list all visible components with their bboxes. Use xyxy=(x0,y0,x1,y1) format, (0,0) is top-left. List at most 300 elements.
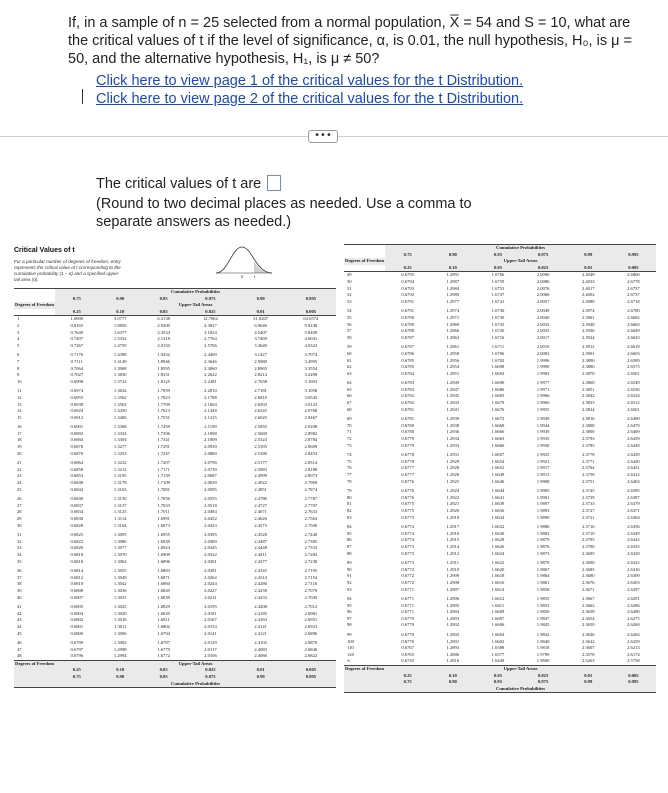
left-t-value: 0.6853 xyxy=(70,473,84,479)
right-t-value: 1.2941 xyxy=(446,406,460,412)
table-row xyxy=(14,395,336,402)
table-row xyxy=(14,617,336,624)
left-t-value: 2.4258 xyxy=(254,587,267,593)
right-t-value: 2.3727 xyxy=(581,507,595,513)
left-t-value: 1.3055 xyxy=(113,568,127,574)
answer-line xyxy=(96,175,516,193)
right-foot-tail-level: 0.01 xyxy=(566,673,611,680)
left-t-value: 1.6811 xyxy=(157,617,170,623)
left-t-value: 1.9432 xyxy=(157,352,170,358)
left-t-value: 1.2998 xyxy=(113,646,127,652)
left-t-value: 6.9646 xyxy=(254,322,267,328)
left-t-value: 2.9208 xyxy=(304,424,318,430)
right-t-value: 2.3751 xyxy=(581,478,595,484)
right-t-value: 0.6791 xyxy=(401,298,415,304)
right-t-value: 0.6784 xyxy=(401,370,415,376)
right-t-value: 2.3607 xyxy=(581,645,595,651)
left-t-value: 3.7074 xyxy=(304,352,318,358)
table-row xyxy=(344,400,656,407)
right-t-value: 0.6783 xyxy=(401,380,415,386)
right-t-value: 1.2954 xyxy=(446,364,460,370)
right-t-value: 1.6666 xyxy=(491,429,505,435)
left-t-value: 2.7045 xyxy=(304,594,318,600)
left-t-value: 0.6822 xyxy=(70,538,84,544)
right-cum-level: 0.90 xyxy=(430,252,475,259)
left-t-value: 1.3062 xyxy=(113,558,127,564)
right-t-value: 0.6770 xyxy=(401,622,415,628)
left-t-value: 0.6864 xyxy=(70,460,84,466)
right-t-value: 2.6459 xyxy=(627,436,640,442)
right-t-value: 1.6634 xyxy=(491,514,505,520)
left-t-value: 1.3232 xyxy=(113,460,127,466)
left-t-value: 1.3049 xyxy=(113,574,127,580)
left-t-value: 1.3368 xyxy=(113,424,127,430)
right-t-value: 1.2893 xyxy=(446,645,460,651)
right-t-value: 0.6791 xyxy=(401,308,415,314)
expand-more-button[interactable]: ••• xyxy=(308,130,338,143)
right-t-value: 2.6549 xyxy=(627,380,640,386)
table-row xyxy=(344,387,656,394)
right-t-value: 0.6787 xyxy=(401,334,415,340)
right-t-value: 2.6682 xyxy=(627,314,640,320)
right-t-value: 2.3988 xyxy=(581,298,595,304)
left-t-value: 9.9248 xyxy=(304,322,318,328)
table-row xyxy=(344,286,656,293)
right-t-value: 2.0032 xyxy=(536,321,550,327)
table-row xyxy=(14,496,336,503)
left-foot-cum-level: 0.975 xyxy=(185,674,235,681)
table-row xyxy=(344,560,656,567)
left-t-value: 1.6991 xyxy=(157,516,170,521)
right-cum-level: 0.995 xyxy=(611,252,656,259)
left-t-value: 1.4149 xyxy=(113,358,127,364)
right-t-value: 1.9913 xyxy=(536,472,550,477)
right-t-value: 0.6771 xyxy=(401,586,415,592)
right-t-value: 2.6778 xyxy=(627,278,640,284)
right-t-value: 2.3654 xyxy=(581,615,595,621)
right-cum-level: 0.95 xyxy=(475,252,520,259)
table-row xyxy=(344,299,656,306)
right-dof-value: 61 xyxy=(347,357,352,363)
right-t-value: 1.2928 xyxy=(446,465,460,471)
left-t-value: 1.6924 xyxy=(157,545,170,551)
table-row xyxy=(14,415,336,422)
right-t-value: 2.3739 xyxy=(581,494,595,500)
right-t-value: 0.6773 xyxy=(401,543,415,549)
left-t-value: 2.7874 xyxy=(304,486,318,492)
left-t-value: 1.3025 xyxy=(113,604,127,610)
left-t-value: 1.8856 xyxy=(113,322,127,328)
table-row xyxy=(14,588,336,595)
table-row xyxy=(14,379,336,386)
left-dof-value: 18 xyxy=(17,437,22,443)
left-t-value: 2.0211 xyxy=(204,594,217,600)
right-t-value: 0.6781 xyxy=(401,406,415,412)
right-dof-value: 120 xyxy=(347,651,354,657)
left-t-value: 1.3137 xyxy=(113,502,127,508)
right-t-value: 1.9897 xyxy=(536,501,550,507)
left-t-value: 0.6844 xyxy=(70,486,84,492)
right-t-value: 2.3842 xyxy=(581,393,595,399)
right-upper-tail-label: Upper-Tail Areas xyxy=(385,258,656,265)
left-t-value: 0.6848 xyxy=(70,480,84,486)
left-t-value: 2.9768 xyxy=(304,408,318,414)
right-t-value: 0.6774 xyxy=(401,524,415,530)
left-dof-value: 44 xyxy=(17,623,22,629)
table-row xyxy=(14,532,336,539)
question-text: If, in a sample of n = 25 selected from a normal population, X̅ = 54 and S = 10, what are the critical values of t if the level of significance, α, is 0.01, the null hypothesis, H₀, is μ = 50, and the alternative hypothesis, H₁, is μ ≠ 50? xyxy=(68,15,632,67)
left-t-value: 2.1009 xyxy=(204,437,217,443)
right-foot-blank xyxy=(344,673,385,680)
left-t-value: 2.4208 xyxy=(254,604,267,610)
right-t-value: 1.6630 xyxy=(491,530,505,536)
left-t-value: 1.3070 xyxy=(113,551,127,557)
right-t-value: 2.3764 xyxy=(581,465,595,471)
table-row xyxy=(344,272,656,279)
right-t-value: 1.6747 xyxy=(491,292,505,298)
left-t-value: 0.7064 xyxy=(70,365,84,371)
right-t-value: 1.2917 xyxy=(446,524,460,530)
left-t-value: 2.4727 xyxy=(254,502,267,508)
left-t-value: 2.1318 xyxy=(157,336,170,342)
left-t-value: 3.4995 xyxy=(304,358,318,364)
right-t-value: 1.2943 xyxy=(446,400,460,406)
left-hdr-blank3 xyxy=(14,309,55,316)
right-t-value: 1.2947 xyxy=(446,386,460,392)
left-t-value: 2.2281 xyxy=(204,378,217,384)
left-t-value: 2.4469 xyxy=(204,352,217,358)
right-t-value: 1.2901 xyxy=(446,638,460,644)
left-t-value: 1.6772 xyxy=(157,653,170,659)
right-t-value: 1.2924 xyxy=(446,488,460,494)
right-t-value: 2.6665 xyxy=(627,321,640,327)
left-t-value: 2.0860 xyxy=(204,450,217,456)
left-t-value: 1.7341 xyxy=(157,437,170,443)
right-t-value: 2.3733 xyxy=(581,501,595,507)
right-t-value: 2.3646 xyxy=(581,632,595,638)
left-t-value: 2.0150 xyxy=(157,342,170,348)
left-tail-level: 0.025 xyxy=(185,309,235,316)
left-t-value: 1.3722 xyxy=(113,378,127,384)
right-cum-level: 0.975 xyxy=(521,252,566,259)
right-dof-value: 85 xyxy=(347,530,352,536)
left-t-value: 1.3031 xyxy=(113,594,127,600)
right-dof-value: 84 xyxy=(347,524,352,530)
table-row xyxy=(14,316,336,323)
right-t-value: 1.6736 xyxy=(491,308,505,314)
right-t-value: 1.6624 xyxy=(491,550,505,556)
left-t-value: 2.0181 xyxy=(204,610,217,616)
t-curve-line xyxy=(216,247,272,273)
right-dof-value: 62 xyxy=(347,364,352,370)
left-t-value: 3.0777 xyxy=(113,316,127,322)
left-t-value: 2.0555 xyxy=(204,496,217,502)
right-t-value: 0.6787 xyxy=(401,344,415,350)
left-t-value: 2.1448 xyxy=(204,408,217,414)
left-t-value: 2.0117 xyxy=(204,646,217,652)
left-t-value: 0.6974 xyxy=(70,388,84,394)
left-t-value: 2.5280 xyxy=(254,450,267,456)
right-dof-value: 91 xyxy=(347,573,352,579)
right-hdr-blank3 xyxy=(344,265,385,272)
left-t-value: 2.6810 xyxy=(254,394,267,400)
left-t-value: 0.6797 xyxy=(70,646,84,652)
table-row xyxy=(344,537,656,544)
right-t-value: 0.6779 xyxy=(401,442,415,448)
right-t-value: 1.2969 xyxy=(446,321,460,327)
left-foot-cum-level: 0.95 xyxy=(142,674,185,681)
right-dof-value: 90 xyxy=(347,566,352,572)
left-t-value: 2.7154 xyxy=(304,574,318,580)
right-t-value: 2.6329 xyxy=(627,550,640,556)
table-row xyxy=(344,351,656,358)
left-t-value: 2.7500 xyxy=(304,522,318,528)
right-dof-value: 70 xyxy=(347,422,352,428)
right-t-value: 1.6686 xyxy=(491,386,505,392)
left-dof-value: 14 xyxy=(17,408,22,414)
right-t-value: 0.6745 xyxy=(401,658,415,664)
right-dof-value: 76 xyxy=(347,465,352,471)
left-dof-value: 41 xyxy=(17,604,22,610)
table-row xyxy=(14,653,336,660)
right-t-value: 1.6609 xyxy=(491,609,505,615)
left-dof-value: 20 xyxy=(17,450,22,456)
right-t-value: 2.0025 xyxy=(536,328,550,334)
left-t-value: 2.5835 xyxy=(254,424,267,430)
right-dof-value: 100 xyxy=(347,638,354,644)
right-t-value: 1.9893 xyxy=(536,507,550,513)
right-t-value: 1.2936 xyxy=(446,429,460,435)
right-t-value: 1.6654 xyxy=(491,458,505,464)
right-t-value: 0.6789 xyxy=(401,321,415,327)
right-t-value: 0.6774 xyxy=(401,537,415,543)
left-foot-cum-level: 0.995 xyxy=(286,674,336,681)
left-t-value: 1.7959 xyxy=(157,388,170,394)
left-t-value: 2.0639 xyxy=(204,480,217,486)
left-cum-level: 0.99 xyxy=(236,296,286,303)
left-t-value: 12.7062 xyxy=(202,316,218,322)
right-t-value: 2.6322 xyxy=(627,560,640,566)
right-t-value: 0.6790 xyxy=(401,314,415,320)
right-dof-value: 93 xyxy=(347,586,352,592)
left-t-value: 2.0195 xyxy=(204,604,217,610)
table-row xyxy=(14,467,336,474)
right-t-value: 1.2961 xyxy=(446,344,460,350)
right-t-value: 1.2910 xyxy=(446,566,460,572)
right-t-value: 1.6449 xyxy=(491,658,505,664)
right-t-value: 0.6771 xyxy=(401,602,415,608)
table-row xyxy=(344,551,656,558)
right-dof-value: 58 xyxy=(347,334,352,340)
left-t-value: 31.8207 xyxy=(253,316,269,322)
right-dof-value: 82 xyxy=(347,507,352,513)
left-t-value: 1.3195 xyxy=(113,473,127,479)
right-t-value: 0.6774 xyxy=(401,530,415,536)
right-foot-cum-prob-label: Cumulative Probabilities xyxy=(385,686,656,693)
right-t-value: 1.9840 xyxy=(536,638,550,644)
right-t-value: 0.6771 xyxy=(401,596,415,602)
right-t-value: 1.2987 xyxy=(446,278,460,284)
left-t-value: 2.0518 xyxy=(204,502,217,508)
right-t-value: 0.6767 xyxy=(401,645,415,651)
right-t-value: 0.6793 xyxy=(401,285,415,291)
table-row xyxy=(344,364,656,371)
left-dof-value: 27 xyxy=(17,502,22,508)
right-t-value: 2.6412 xyxy=(627,472,640,477)
right-t-value: 1.6690 xyxy=(491,380,505,386)
right-t-value: 2.6757 xyxy=(627,285,640,291)
right-dof-value: 72 xyxy=(347,436,352,442)
left-t-value: 2.0141 xyxy=(204,630,217,636)
left-dof-value: 26 xyxy=(17,496,22,502)
left-t-value: 2.6846 xyxy=(304,646,318,652)
left-t-value: 1.3304 xyxy=(113,437,127,443)
right-t-value: 2.6501 xyxy=(627,406,640,412)
right-t-value: 1.9855 xyxy=(536,596,550,602)
right-dof-value: 74 xyxy=(347,452,352,458)
right-t-value: 1.2956 xyxy=(446,357,460,363)
table-row xyxy=(344,609,656,616)
right-t-value: 2.6174 xyxy=(627,651,640,657)
left-t-value: 2.5395 xyxy=(254,444,267,450)
right-t-value: 2.3710 xyxy=(581,530,595,536)
right-t-value: 0.6786 xyxy=(401,350,415,356)
left-t-value: 0.6840 xyxy=(70,496,84,502)
table-row xyxy=(14,352,336,359)
left-t-value: 2.0739 xyxy=(204,466,217,472)
left-t-value: 0.6858 xyxy=(70,466,84,472)
left-t-value: 0.6892 xyxy=(70,430,84,436)
left-tail-level: 0.01 xyxy=(236,309,286,316)
right-t-value: 2.3778 xyxy=(581,452,595,458)
right-t-value: 2.3771 xyxy=(581,458,595,464)
left-t-value: 2.9467 xyxy=(304,414,318,420)
right-t-value: 2.6280 xyxy=(627,609,640,615)
right-t-value: 2.6575 xyxy=(627,364,640,370)
right-t-value: 2.6371 xyxy=(627,507,640,513)
left-t-value: 1.3830 xyxy=(113,372,127,378)
left-t-value: 2.8784 xyxy=(304,437,318,443)
right-t-value: 2.3716 xyxy=(581,524,595,530)
right-t-value: 1.6577 xyxy=(491,651,505,657)
left-t-value: 2.7238 xyxy=(304,558,318,564)
right-t-value: 0.6773 xyxy=(401,550,415,556)
left-t-value: 2.1788 xyxy=(204,394,217,400)
left-t-value: 1.7531 xyxy=(157,414,170,420)
left-dof-value: 42 xyxy=(17,610,22,616)
t-curve-zero-label: 0 xyxy=(241,274,244,279)
table-row xyxy=(14,473,336,480)
right-t-value: 2.6316 xyxy=(627,566,640,572)
right-dof-value: 110 xyxy=(347,645,354,651)
right-t-value: 1.6679 xyxy=(491,400,505,406)
right-t-value: 1.9955 xyxy=(536,406,550,412)
left-cum-level: 0.975 xyxy=(185,296,235,303)
right-t-value: 1.2905 xyxy=(446,602,460,608)
left-t-value: 0.8165 xyxy=(70,322,84,328)
left-t-value: 2.4102 xyxy=(254,640,267,646)
left-t-value: 2.8188 xyxy=(304,466,318,472)
left-t-value: 2.5524 xyxy=(254,437,267,443)
table-row xyxy=(14,640,336,647)
right-t-value: 2.6700 xyxy=(627,308,640,314)
answer-input[interactable] xyxy=(267,175,281,191)
right-t-value: 2.4002 xyxy=(581,292,595,298)
left-t-value: 2.6923 xyxy=(304,623,318,629)
left-t-value: 2.7333 xyxy=(304,545,318,551)
right-t-value: 0.6785 xyxy=(401,364,415,370)
left-dof-value: 40 xyxy=(17,594,22,600)
table-row xyxy=(14,480,336,487)
table-row xyxy=(344,632,656,639)
left-t-value: 1.3502 xyxy=(113,401,127,407)
right-t-value: 2.6649 xyxy=(627,328,640,334)
link-table-page-2[interactable]: Click here to view page 2 of the critical values for the t Distribution. xyxy=(96,91,524,107)
right-t-value: 1.9864 xyxy=(536,573,550,579)
left-foot-tail-level: 0.05 xyxy=(142,667,185,674)
right-t-value: 1.2915 xyxy=(446,537,460,543)
right-foot-cum-level: 0.99 xyxy=(566,679,611,686)
left-t-value: 2.0301 xyxy=(204,558,217,564)
right-t-value: 2.6264 xyxy=(627,632,640,638)
right-t-value: 1.6636 xyxy=(491,507,505,513)
right-tail-level: 0.25 xyxy=(385,265,430,272)
table-row xyxy=(14,575,336,582)
left-t-value: 1.3086 xyxy=(113,538,127,544)
right-t-value: 0.6781 xyxy=(401,416,415,422)
right-t-value: 1.9890 xyxy=(536,514,550,520)
left-dof-value: 37 xyxy=(17,574,22,580)
table-row xyxy=(344,652,656,659)
right-t-value: 2.3676 xyxy=(581,579,595,585)
right-dof-value: 56 xyxy=(347,321,352,327)
right-dof-value: 94 xyxy=(347,596,352,602)
left-t-value: 1.3150 xyxy=(113,496,127,502)
left-t-value: 2.4066 xyxy=(254,653,267,659)
right-t-value: 2.0010 xyxy=(536,344,550,350)
left-dof-value: 24 xyxy=(17,480,22,486)
left-t-value: 2.5083 xyxy=(254,466,267,472)
right-t-value: 2.6430 xyxy=(627,458,640,464)
right-foot-cum-level: 0.90 xyxy=(430,679,475,686)
left-dof-value: 8 xyxy=(17,365,20,371)
left-dof-label: Degrees of Freedom xyxy=(15,302,55,308)
right-t-value: 2.3816 xyxy=(581,416,595,422)
left-t-value: 0.6998 xyxy=(70,378,84,384)
right-t-value: 0.6772 xyxy=(401,566,415,572)
left-t-value: 2.4671 xyxy=(254,509,267,515)
right-t-value: 0.6770 xyxy=(401,632,415,638)
right-t-value: 2.3690 xyxy=(581,560,595,566)
right-t-value: 1.9917 xyxy=(536,465,550,471)
right-t-value: 1.2886 xyxy=(446,651,460,657)
right-dof-value: 97 xyxy=(347,615,352,621)
left-t-value: 2.8965 xyxy=(254,365,267,371)
table-row xyxy=(14,388,336,395)
right-dof-value: 52 xyxy=(347,292,352,298)
table-row xyxy=(14,343,336,350)
right-t-value: 1.6626 xyxy=(491,543,505,549)
answer-prompt: The critical values of t are xyxy=(96,176,262,192)
right-t-value: 0.6777 xyxy=(401,465,415,471)
right-t-value: 1.9935 xyxy=(536,436,550,442)
link-table-page-1[interactable]: Click here to view page 1 of the critical values for the t Distribution. xyxy=(96,73,524,89)
left-t-value: 0.6938 xyxy=(70,401,84,407)
answer-section xyxy=(96,175,516,231)
right-t-value: 1.9983 xyxy=(536,370,550,376)
left-t-value: 0.6884 xyxy=(70,437,84,443)
left-cum-level: 0.95 xyxy=(142,296,185,303)
